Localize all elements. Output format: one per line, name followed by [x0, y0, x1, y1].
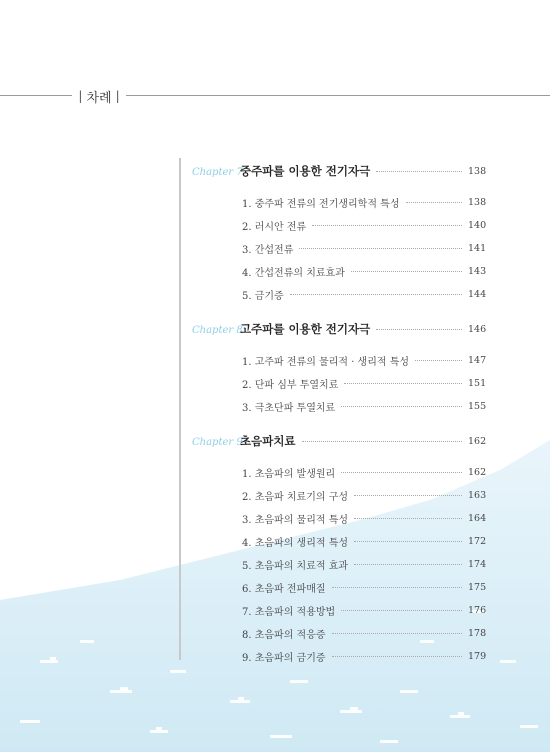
chapter-label: Chapter 7	[192, 167, 243, 178]
section-entry[interactable]	[180, 578, 486, 596]
section-title: 9. 초음파의 금기증	[242, 652, 326, 664]
section-title: 6. 초음파 전파매질	[242, 583, 326, 595]
section-title: 3. 초음파의 물리적 특성	[242, 514, 349, 526]
page-number: 172	[468, 535, 487, 547]
header-bar-right: |	[115, 89, 120, 103]
chapter-title: 초음파치료	[240, 434, 296, 448]
section-entry[interactable]	[180, 262, 486, 280]
leader-dots	[299, 247, 462, 249]
leader-dots	[354, 517, 462, 519]
toc-header	[0, 86, 550, 106]
page-number: 162	[468, 435, 487, 447]
section-title: 2. 단파 심부 투열치료	[242, 379, 339, 391]
leader-dots	[302, 440, 462, 442]
page-number: 155	[468, 400, 487, 412]
page-number: 144	[468, 288, 487, 300]
leader-dots	[332, 632, 462, 634]
section-title: 2. 초음파 치료기의 구성	[242, 491, 349, 503]
leader-dots	[351, 270, 462, 272]
leader-dots	[354, 563, 462, 565]
section-entry[interactable]	[180, 351, 486, 369]
header-title-group	[76, 86, 122, 106]
section-title: 2. 러시안 전류	[242, 221, 307, 233]
chapter-label: Chapter 8	[192, 325, 243, 336]
leader-dots	[341, 609, 462, 611]
leader-dots	[332, 655, 462, 657]
leader-dots	[376, 328, 462, 330]
leader-dots	[332, 586, 462, 588]
page-number: 176	[468, 604, 487, 616]
section-title: 7. 초음파의 적용방법	[242, 606, 336, 618]
section-entry[interactable]	[180, 509, 486, 527]
section-entry[interactable]	[180, 239, 486, 257]
chapter-title: 중주파를 이용한 전기자극	[240, 164, 371, 178]
section-title: 3. 극초단파 투열치료	[242, 402, 336, 414]
header-bar-left: |	[78, 89, 83, 103]
page-title: 차례	[86, 90, 112, 106]
section-title: 5. 초음파의 치료적 효과	[242, 560, 349, 572]
leader-dots	[312, 224, 462, 226]
leader-dots	[354, 540, 462, 542]
page-number: 179	[468, 650, 487, 662]
page-number: 140	[468, 219, 487, 231]
section-entry[interactable]	[180, 647, 486, 665]
section-title: 1. 고주파 전류의 물리적 · 생리적 특성	[242, 356, 410, 368]
chapter-entry[interactable]	[180, 432, 486, 450]
leader-dots	[415, 359, 462, 361]
section-entry[interactable]	[180, 374, 486, 392]
chapter-entry[interactable]	[180, 320, 486, 338]
leader-dots	[406, 201, 463, 203]
chapter-title: 고주파를 이용한 전기자극	[240, 322, 371, 336]
section-title: 1. 초음파의 발생원리	[242, 468, 336, 480]
header-rule-right	[126, 95, 550, 96]
section-entry[interactable]	[180, 463, 486, 481]
page-number: 178	[468, 627, 487, 639]
section-entry[interactable]	[180, 216, 486, 234]
page-number: 164	[468, 512, 487, 524]
section-title: 8. 초음파의 적응증	[242, 629, 326, 641]
page-number: 174	[468, 558, 487, 570]
section-entry[interactable]	[180, 486, 486, 504]
section-entry[interactable]	[180, 624, 486, 642]
page-number: 147	[468, 354, 487, 366]
section-entry[interactable]	[180, 601, 486, 619]
leader-dots	[354, 494, 462, 496]
section-title: 1. 중주파 전류의 전기생리학적 특성	[242, 198, 400, 210]
page-number: 151	[468, 377, 487, 389]
section-entry[interactable]	[180, 285, 486, 303]
page-number: 143	[468, 265, 487, 277]
page-number: 138	[468, 165, 487, 177]
section-title: 4. 초음파의 생리적 특성	[242, 537, 349, 549]
leader-dots	[341, 405, 462, 407]
leader-dots	[344, 382, 462, 384]
section-title: 3. 간섭전류	[242, 244, 294, 256]
leader-dots	[290, 293, 462, 295]
leader-dots	[341, 471, 462, 473]
page-number: 162	[468, 466, 487, 478]
page-number: 146	[468, 323, 487, 335]
section-entry[interactable]	[180, 532, 486, 550]
section-title: 5. 금기증	[242, 290, 284, 302]
page-number: 163	[468, 489, 487, 501]
section-entry[interactable]	[180, 193, 486, 211]
section-title: 4. 간섭전류의 치료효과	[242, 267, 345, 279]
page-number: 175	[468, 581, 487, 593]
header-rule-left	[0, 95, 72, 96]
chapter-entry[interactable]	[180, 162, 486, 180]
section-entry[interactable]	[180, 555, 486, 573]
chapter-label: Chapter 9	[192, 437, 243, 448]
page-number: 138	[468, 196, 487, 208]
leader-dots	[376, 170, 462, 172]
section-entry[interactable]	[180, 397, 486, 415]
page-number: 141	[468, 242, 487, 254]
